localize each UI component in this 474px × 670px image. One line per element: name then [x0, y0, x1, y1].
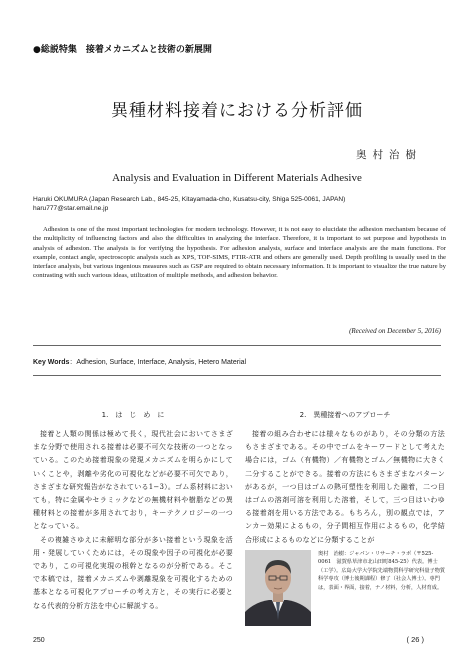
divider-bottom	[33, 375, 441, 376]
author-profile: 奥村 治樹：ジャパン・リサーチ・ラボ（〒525-0061 滋賀県草津市北山田町845-25）代表。博士（工学）。広島大学大学院先端物質科学研究科量子物質科学専攻（博士後期課程）修了（社会人博士）。専門は，表面・界面，接着，ナノ材料，分析，人材育成。	[318, 551, 446, 591]
divider-top	[33, 345, 441, 346]
series-label: ●総説特集 接着メカニズムと技術の新展開	[33, 45, 212, 55]
article-title-japanese: 異種材料接着における分析評価	[111, 101, 363, 121]
affiliation-text: Haruki OKUMURA (Japan Research Lab., 845-25, Kitayamada-cho, Kusatsu-city, Shiga 525-0061, JAPAN)	[33, 196, 346, 203]
intro-paragraph-2: その複雑さゆえに未解明な部分が多い接着という現象を活用・発展していくためには，その現象や因子の可視化が必要であり，この可視化実現の根幹となるのが分析である。そこで本稿では，接着メカニズムや剥離現象を可視化するための基本となる可視化アプローチの考え方と，その実行に必要となる代表的分析方法を中心に解説する。	[33, 535, 233, 610]
author-email[interactable]: haru777@star.email.ne.jp	[33, 205, 109, 212]
right-column	[245, 428, 445, 547]
article-title-english: Analysis and Evaluation in Different Materials Adhesive	[112, 172, 362, 184]
left-column	[33, 428, 233, 613]
section-heading-introduction: 1. は じ め に	[101, 411, 165, 419]
section-heading-approach: 2. 異種接着へのアプローチ	[299, 411, 391, 419]
page-number-left: 250	[33, 637, 45, 644]
page-number-right: ( 26 )	[406, 635, 424, 644]
received-date: (Received on December 5, 2016)	[349, 327, 441, 335]
author-affiliation	[33, 195, 453, 213]
keywords	[33, 357, 246, 367]
keywords-label: Key Words	[33, 359, 70, 366]
keywords-list: ：Adhesion, Surface, Interface, Analysis, Hetero Material	[69, 359, 247, 366]
abstract: Adhesion is one of the most important technologies for modern technology. However, it is not easy to elucidate the adhesion mechanism because of the multiplicity of influencing factors and also the difficulties in analyzing the interface. Therefore, it is important to set purpose and hypothesis in analysis of adhesion. The analysis is for verifying the hypothesis. For adhesion analysis, surface and interface analysis are the main functions. For example, contact angle, spectroscopic analysis such as XPS, TOF-SIMS, FTIR-ATR and others are generally used. Depth profiling is usually used in the interface analysis, but various ingenious measures such as GSP are required to obtain necessary information. It is important to visualize the true nature by contrasting with such various ideas, utilization of multiple methods, and adhesion behavior.	[33, 226, 446, 280]
author-photo	[245, 550, 311, 626]
intro-paragraph-1: 接着と人類の関係は極めて長く，現代社会においてさまざまな分野で使用される接着は必要不可欠な技術の一つとなっている。このため接着現象の発現メカニズムを明らかにしていくことや，剥離や劣化の可視化などが必要不可欠であり，さまざまな研究報告がなされている1−3）。ゴム系材料においても，特に金属やセラミックなどの無機材料や樹脂などの異種材料との接着が多用されており，キーテクノロジーの一つとなっている。	[33, 430, 233, 531]
approach-paragraph-1: 接着の組み合わせには様々なものがあり，その分類の方法もさまざまである。その中でゴムをキーワードとして考えた場合には，ゴム（有機物）／有機物とゴム／無機物に大きく二分することができる。接着の方法にもさまざまなパターンがあるが，一つ目はゴムの熱可塑性を利用した融着，二つ目はゴムの溶剤可溶を利用した溶着，そして，三つ目はいわゆる接着剤を用いる方法である。もちろん，別の観点では，アンカー効果によるもの，分子間相互作用によるもの，化学結合形成によるものなどに分類することが	[245, 430, 445, 544]
author-name-japanese: 奥村治樹	[356, 149, 422, 161]
author-portrait-image	[245, 550, 311, 626]
